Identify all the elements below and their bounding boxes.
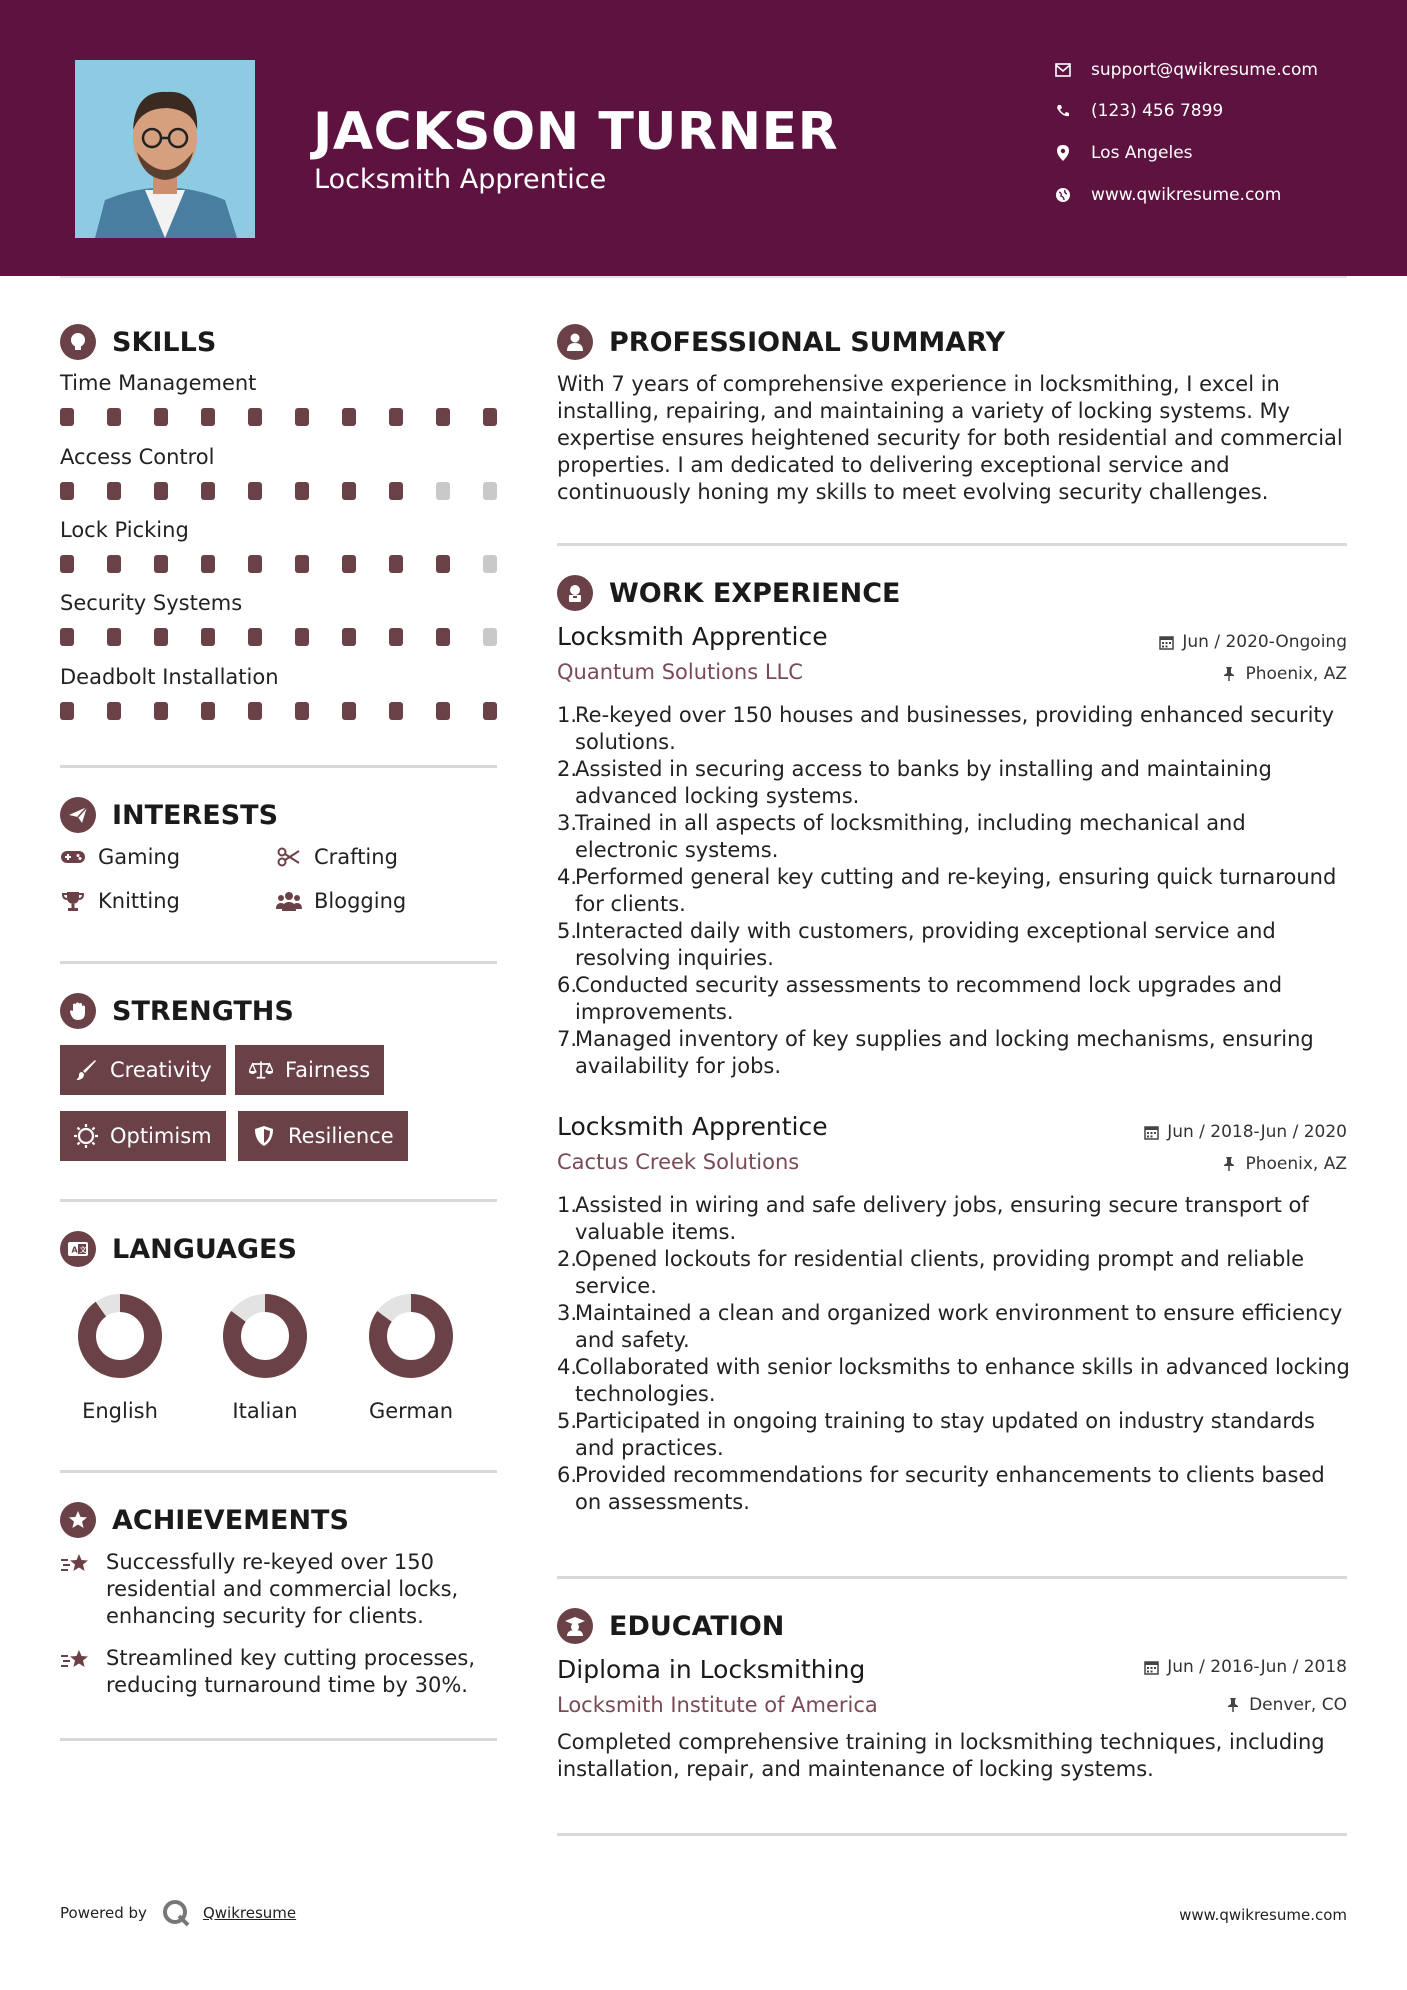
languages-heading <box>60 1231 297 1267</box>
interests-heading <box>60 797 278 833</box>
strength-label: Optimism <box>110 1124 212 1148</box>
bullet-text: Participated in ongoing training to stay updated on industry standards and practices. <box>575 1409 1315 1460</box>
skill-dot <box>60 482 74 500</box>
contact-location-text: Los Angeles <box>1091 143 1193 163</box>
bullet-text: Assisted in securing access to banks by installing and maintaining advanced locking systems. <box>575 757 1272 808</box>
strengths-title: STRENGTHS <box>112 995 294 1027</box>
section-divider <box>557 1833 1347 1836</box>
section-divider <box>557 543 1347 546</box>
job-location-text: Phoenix, AZ <box>1245 664 1347 684</box>
trophy-icon <box>60 890 86 912</box>
skill-dot <box>154 555 168 573</box>
candidate-role: Locksmith Apprentice <box>314 164 607 195</box>
skill-dot <box>60 555 74 573</box>
qwikresume-logo-icon <box>161 1898 191 1928</box>
job-bullet <box>557 864 1352 918</box>
job-bullet <box>557 1246 1352 1300</box>
job-dates-text: Jun / 2018-Jun / 2020 <box>1167 1122 1347 1142</box>
language-item <box>55 1291 185 1423</box>
achievement-item <box>60 1549 500 1630</box>
contact-phone[interactable] <box>1055 101 1223 121</box>
bullet-number: 1. <box>557 703 578 727</box>
scale-icon <box>249 1058 273 1082</box>
language-name: English <box>82 1399 158 1423</box>
education-location-text: Denver, CO <box>1249 1695 1347 1715</box>
interest-label: Knitting <box>98 889 180 913</box>
bullet-number: 6. <box>557 973 578 997</box>
bullet-text: Trained in all aspects of locksmithing, including mechanical and electronic systems. <box>575 811 1246 862</box>
section-divider <box>60 1738 497 1741</box>
job-bullet <box>557 918 1352 972</box>
section-divider <box>60 1470 497 1473</box>
skill-dot <box>154 408 168 426</box>
bullet-text: Assisted in wiring and safe delivery jobs, ensuring secure transport of valuable items. <box>575 1193 1309 1244</box>
contact-website-text: www.qwikresume.com <box>1091 185 1282 205</box>
skill-dot <box>483 408 497 426</box>
gamepad-icon <box>60 846 86 868</box>
skill-dot <box>342 555 356 573</box>
shooting-star-icon <box>60 1552 90 1630</box>
users-icon <box>276 890 302 912</box>
skill-dot <box>107 482 121 500</box>
skill-dot <box>248 408 262 426</box>
bullet-number: 5. <box>557 1409 578 1433</box>
achievements-title: ACHIEVEMENTS <box>112 1504 349 1536</box>
job-title: Locksmith Apprentice <box>557 1112 828 1141</box>
skill-dot <box>342 702 356 720</box>
language-name: Italian <box>232 1399 298 1423</box>
powered-by-text: Powered by <box>60 1904 147 1922</box>
bullet-number: 4. <box>557 1355 578 1379</box>
skill-dot <box>107 628 121 646</box>
interest-item <box>276 889 406 913</box>
strength-tag <box>60 1045 226 1095</box>
footer-url[interactable]: www.qwikresume.com <box>1179 1906 1347 1924</box>
graduate-icon <box>557 1608 593 1644</box>
skills-title: SKILLS <box>112 326 217 358</box>
education-heading <box>557 1608 784 1644</box>
map-pin-icon <box>1055 145 1071 161</box>
job-dates <box>1143 1122 1347 1142</box>
experience-title: WORK EXPERIENCE <box>609 577 901 609</box>
achievement-item <box>60 1645 500 1699</box>
header-divider <box>60 276 1347 278</box>
summary-title: PROFESSIONAL SUMMARY <box>609 326 1006 358</box>
skill-dot <box>342 628 356 646</box>
skill-dot <box>248 628 262 646</box>
resume-header <box>0 0 1407 276</box>
strength-label: Fairness <box>285 1058 371 1082</box>
contact-email-text: support@qwikresume.com <box>1091 60 1318 80</box>
bullet-number: 6. <box>557 1463 578 1487</box>
job-location-text: Phoenix, AZ <box>1245 1154 1347 1174</box>
skill-dot <box>154 628 168 646</box>
bullet-text: Interacted daily with customers, providing exceptional service and resolving inquiries. <box>575 919 1276 970</box>
skill-dot <box>248 482 262 500</box>
contact-location <box>1055 143 1193 163</box>
strength-label: Resilience <box>288 1124 394 1148</box>
skill-dot <box>107 555 121 573</box>
bullet-text: Provided recommendations for security enhancements to clients based on assessments. <box>575 1463 1325 1514</box>
education-title: EDUCATION <box>609 1610 785 1642</box>
job-bullet <box>557 702 1352 756</box>
contact-website[interactable] <box>1055 185 1281 205</box>
interest-item <box>60 845 180 869</box>
degree-title: Diploma in Locksmithing <box>557 1655 866 1684</box>
job-bullet <box>557 1354 1352 1408</box>
skill-rating <box>60 555 497 573</box>
skill-dot <box>201 628 215 646</box>
skill-dot <box>483 555 497 573</box>
strengths-heading <box>60 993 294 1029</box>
experience-heading <box>557 575 900 611</box>
calendar-icon <box>1143 1124 1159 1140</box>
contact-phone-text: (123) 456 7899 <box>1091 101 1224 121</box>
skill-name: Deadbolt Installation <box>60 665 279 689</box>
job-dates-text: Jun / 2020-Ongoing <box>1182 632 1347 652</box>
job-title: Locksmith Apprentice <box>557 622 828 651</box>
job-company: Quantum Solutions LLC <box>557 660 803 684</box>
bullet-number: 4. <box>557 865 578 889</box>
education-description: Completed comprehensive training in locksmithing techniques, including installation, repair, and maintenance of locking systems. <box>557 1730 1325 1781</box>
language-icon <box>60 1231 96 1267</box>
bullet-number: 3. <box>557 811 578 835</box>
job-bullet <box>557 1408 1352 1462</box>
education-dates-text: Jun / 2016-Jun / 2018 <box>1167 1657 1347 1677</box>
skill-dot <box>248 702 262 720</box>
skill-dot <box>295 555 309 573</box>
skill-dot <box>154 482 168 500</box>
skill-dot <box>201 555 215 573</box>
skill-dot <box>436 702 450 720</box>
bullet-number: 1. <box>557 1193 578 1217</box>
job-bullets <box>557 702 1352 1080</box>
skill-dot <box>389 408 403 426</box>
bullet-number: 2. <box>557 1247 578 1271</box>
envelope-icon <box>1055 62 1071 78</box>
skill-dot <box>154 702 168 720</box>
skill-dot <box>60 702 74 720</box>
summary-text: With 7 years of comprehensive experience in locksmithing, I excel in installing, repairing, and maintaining a variety of locking systems. My expertise ensures heightened security for both residential and commercial properties. I am dedicated to delivering exceptional service and continuously honing my skills to meet evolving security challenges. <box>557 372 1343 504</box>
skill-dot <box>389 628 403 646</box>
skill-dot <box>436 628 450 646</box>
achievement-text: Successfully re-keyed over 150 residential and commercial locks, enhancing security for clients. <box>106 1550 459 1628</box>
globe-icon <box>1055 187 1071 203</box>
bullet-number: 2. <box>557 757 578 781</box>
skill-rating <box>60 408 497 426</box>
lightbulb-icon <box>60 324 96 360</box>
summary-heading <box>557 324 1005 360</box>
job-bullet <box>557 810 1352 864</box>
skill-rating <box>60 628 497 646</box>
section-divider <box>60 961 497 964</box>
donut-fill <box>87 1303 153 1369</box>
languages-title: LANGUAGES <box>112 1233 297 1265</box>
shield-icon <box>252 1124 276 1148</box>
bullet-text: Managed inventory of key supplies and locking mechanisms, ensuring availability for jobs. <box>575 1027 1314 1078</box>
section-divider <box>60 1199 497 1202</box>
skill-dot <box>201 482 215 500</box>
paper-plane-icon <box>60 797 96 833</box>
bullet-number: 5. <box>557 919 578 943</box>
skill-dot <box>201 408 215 426</box>
skill-name: Security Systems <box>60 591 243 615</box>
section-divider <box>60 765 497 768</box>
job-dates <box>1158 632 1347 652</box>
achievement-text: Streamlined key cutting processes, reducing turnaround time by 30%. <box>106 1646 476 1697</box>
skill-rating <box>60 482 497 500</box>
language-item <box>346 1291 476 1423</box>
skill-dot <box>342 482 356 500</box>
bullet-text: Performed general key cutting and re-keying, ensuring quick turnaround for clients. <box>575 865 1337 916</box>
language-name: German <box>368 1399 454 1423</box>
sun-icon <box>74 1124 98 1148</box>
skill-name: Time Management <box>60 371 257 395</box>
job-bullet <box>557 1192 1352 1246</box>
calendar-icon <box>1158 634 1174 650</box>
skill-dot <box>436 408 450 426</box>
interest-label: Blogging <box>314 889 407 913</box>
svg-text:A: A <box>71 1245 78 1255</box>
interest-item <box>60 889 180 913</box>
skills-heading <box>60 324 216 360</box>
star-badge-icon <box>60 1502 96 1538</box>
skill-name: Lock Picking <box>60 518 189 542</box>
user-icon <box>557 324 593 360</box>
footer-powered-by <box>60 1898 296 1928</box>
scissors-icon <box>276 846 302 868</box>
pushpin-icon <box>1221 1156 1237 1172</box>
job-bullets <box>557 1192 1352 1516</box>
language-donut <box>220 1291 310 1381</box>
contact-email[interactable] <box>1055 60 1318 80</box>
paintbrush-icon <box>74 1058 98 1082</box>
calendar-icon <box>1143 1659 1159 1675</box>
interests-title: INTERESTS <box>112 799 279 831</box>
job-location <box>1221 1154 1347 1174</box>
language-donut <box>366 1291 456 1381</box>
svg-text:文: 文 <box>79 1246 87 1254</box>
skill-dot <box>389 555 403 573</box>
skill-name: Access Control <box>60 445 215 469</box>
language-item <box>200 1291 330 1423</box>
skill-dot <box>483 482 497 500</box>
section-divider <box>557 1576 1347 1579</box>
pushpin-icon <box>1221 666 1237 682</box>
skill-dot <box>389 482 403 500</box>
skill-dot <box>295 482 309 500</box>
job-bullet <box>557 1300 1352 1354</box>
pushpin-icon <box>1225 1697 1241 1713</box>
shooting-star-icon <box>60 1648 90 1699</box>
skill-dot <box>436 555 450 573</box>
skill-dot <box>107 702 121 720</box>
skill-dot <box>389 702 403 720</box>
skill-dot <box>295 702 309 720</box>
bullet-text: Maintained a clean and organized work environment to ensure efficiency and safety. <box>575 1301 1343 1352</box>
briefcase-icon <box>557 575 593 611</box>
skill-dot <box>107 408 121 426</box>
job-bullet <box>557 1462 1352 1516</box>
bullet-number: 7. <box>557 1027 578 1051</box>
profile-photo <box>75 60 255 238</box>
skill-dot <box>295 408 309 426</box>
hand-icon <box>60 993 96 1029</box>
candidate-name: JACKSON TURNER <box>313 102 839 162</box>
footer-brand-link[interactable]: Qwikresume <box>202 1904 297 1922</box>
bullet-text: Collaborated with senior locksmiths to enhance skills in advanced locking technologies. <box>575 1355 1350 1406</box>
achievements-heading <box>60 1502 349 1538</box>
skill-dot <box>60 408 74 426</box>
interest-label: Gaming <box>98 845 181 869</box>
job-company: Cactus Creek Solutions <box>557 1150 800 1174</box>
education-location <box>1225 1695 1347 1715</box>
strength-tag <box>60 1111 226 1161</box>
phone-icon <box>1055 103 1071 119</box>
interest-label: Crafting <box>314 845 398 869</box>
skill-dot <box>483 628 497 646</box>
bullet-number: 3. <box>557 1301 578 1325</box>
skill-dot <box>60 628 74 646</box>
education-dates <box>1143 1657 1347 1677</box>
language-donut <box>75 1291 165 1381</box>
bullet-text: Re-keyed over 150 houses and businesses, providing enhanced security solutions. <box>575 703 1335 754</box>
job-bullet <box>557 1026 1352 1080</box>
job-location <box>1221 664 1347 684</box>
interest-item <box>276 845 398 869</box>
skill-dot <box>483 702 497 720</box>
skill-dot <box>201 702 215 720</box>
job-bullet <box>557 972 1352 1026</box>
skill-dot <box>436 482 450 500</box>
skill-rating <box>60 702 497 720</box>
strength-tag <box>238 1111 408 1161</box>
strength-label: Creativity <box>110 1058 212 1082</box>
job-bullet <box>557 756 1352 810</box>
bullet-text: Conducted security assessments to recommend lock upgrades and improvements. <box>575 973 1283 1024</box>
skill-dot <box>342 408 356 426</box>
skill-dot <box>248 555 262 573</box>
school-name: Locksmith Institute of America <box>557 1693 878 1717</box>
skill-dot <box>295 628 309 646</box>
bullet-text: Opened lockouts for residential clients, providing prompt and reliable service. <box>575 1247 1305 1298</box>
strength-tag <box>235 1045 384 1095</box>
